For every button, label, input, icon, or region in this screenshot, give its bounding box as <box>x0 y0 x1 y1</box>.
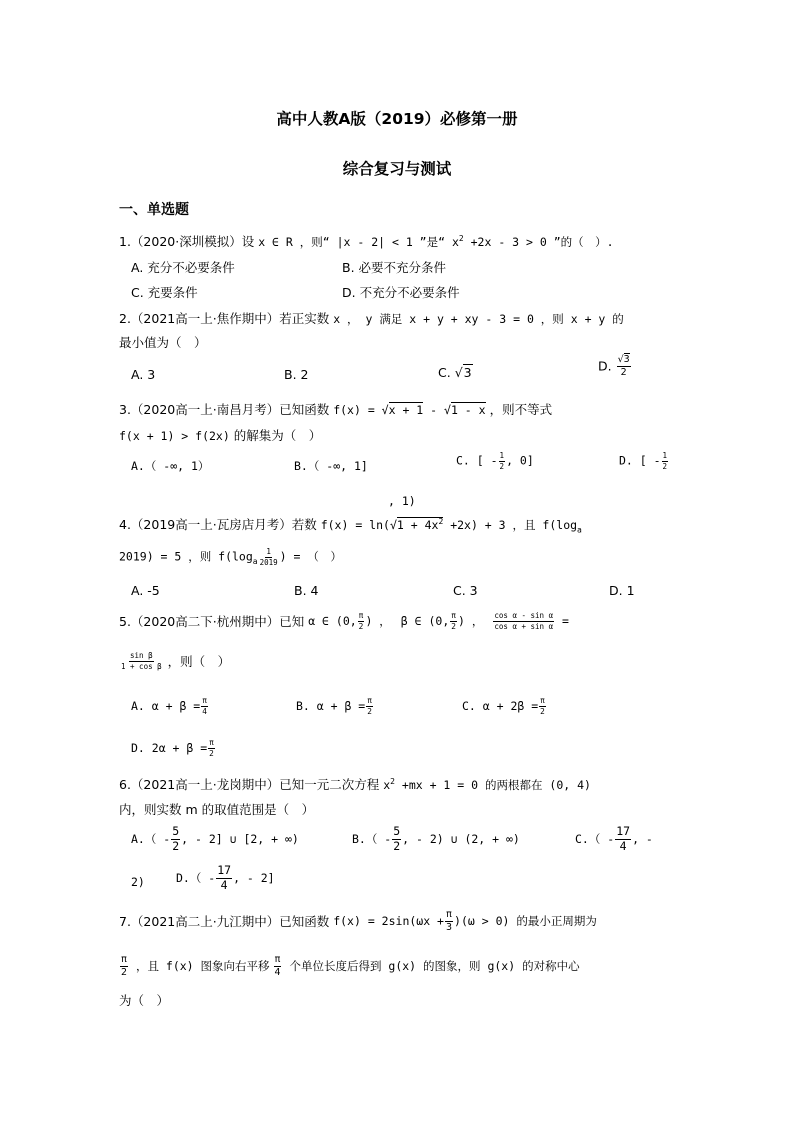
question-5-stem: 5.（2020高二下·杭州期中）已知 α ∈ (0, $\frac{\pi}{2}$ ) ， β ∈ (0, $\frac{\pi}{2}$ ) ， $\frac{\text{cos α - sin α}}{\text{cos α + sin α}}$ = <box>119 611 569 631</box>
q4-stem-line2: 2019) = 5 ，则 $f(\log_a$ $\frac{1}{2019}$ ) = （ ） <box>119 547 342 567</box>
sqrt-symbol: √3 <box>454 365 472 380</box>
q3-math: f(x) = √x + 1 - √1 - x <box>333 403 486 417</box>
q6-option-c[interactable]: C.（ - $\frac{17}{4}$ , - <box>575 824 653 853</box>
q4-option-c[interactable]: C. 3 <box>453 583 478 598</box>
question-1-stem <box>119 232 614 250</box>
q2-stem-line2: 最小值为（ ） <box>119 335 207 350</box>
q2-option-a[interactable]: A. 3 <box>131 367 156 382</box>
q3-stem-line2: f(x + 1) > f(2x) 的解集为（ ） <box>119 428 322 443</box>
question-2-stem <box>119 309 624 327</box>
q4-source: 4.（2019高一上·瓦房店月考）若数 <box>119 517 317 532</box>
q3-option-d-continued: , 1) <box>388 494 416 508</box>
q4-option-b[interactable]: B. 4 <box>294 583 319 598</box>
q5-source: 5.（2020高二下·杭州期中）已知 <box>119 614 305 629</box>
q1-option-d[interactable]: D. 不充分不必要条件 <box>342 285 460 300</box>
q1-option-c[interactable]: C. 充要条件 <box>131 285 198 300</box>
question-6-stem <box>119 775 591 793</box>
q3-option-b[interactable]: B.（ -∞, 1] <box>294 459 368 473</box>
q4-math: $f(x) = \ln(√1 + 4x^2 +2x) + 3$ ，且 $f(\log_a$ <box>320 517 582 535</box>
section-heading: 一、单选题 <box>119 202 189 218</box>
q6-source: 6.（2021高一上·龙岗期中）已知一元二次方程 <box>119 777 380 792</box>
q6-stem-line2: 内，则实数 m 的取值范围是（ ） <box>119 802 315 817</box>
q4-option-a[interactable]: A. -5 <box>131 583 160 598</box>
q2-option-c[interactable]: C. √3 <box>438 365 472 380</box>
q6-option-a[interactable]: A.（ - $\frac{5}{2}$ , - 2] ∪ [2, + ∞) <box>131 824 299 853</box>
q6-option-d[interactable]: D.（ - $\frac{17}{4}$ , - 2] <box>176 863 275 892</box>
q7-source: 7.（2021高二上·九江期中）已知函数 <box>119 914 330 929</box>
q6-math: $x^2 +mx + 1 = 0$ 的两根都在 (0, 4) <box>383 777 591 792</box>
q3-source: 3.（2020高一上·南昌月考）已知函数 <box>119 402 330 417</box>
q3-option-c[interactable]: C. [ - $\frac{1}{2}$ , 0] <box>456 451 534 471</box>
q5-stem-line2: $\frac{\text{sin β}}{\text{1 + cos β}}$ ，则（ ） <box>121 651 231 671</box>
q2-d-fraction: $\frac{√3}{2}$ <box>617 354 630 378</box>
q2-source: 2.（2021高一上·焦作期中）若正实数 <box>119 311 330 326</box>
q6-option-c-continued: 2) <box>131 875 145 889</box>
q5-option-d[interactable]: D. 2α + β = $\frac{\pi}{2}$ <box>131 738 214 758</box>
question-7-stem: 7.（2021高二上·九江期中）已知函数 f(x) = 2sin(ωx + $\frac{\pi}{3}$ )(ω > 0) 的最小正周期为 <box>119 909 597 933</box>
q1-math: x ∈ R ，则“ |x - 2| < 1 ”是“ $x^2 +2x - 3 > 0$ ”的（ ）. <box>258 234 614 249</box>
q7-stem-line3: 为（ ） <box>119 993 170 1008</box>
q5-option-a[interactable]: A. α + β = $\frac{\pi}{4}$ <box>131 696 208 716</box>
q2-option-d[interactable]: D. $\frac{√3}{2}$ <box>598 354 630 378</box>
q1-option-a[interactable]: A. 充分不必要条件 <box>131 260 235 275</box>
document-title: 高中人教A版（2019）必修第一册 <box>276 110 518 128</box>
q3-tail: ，则不等式 <box>489 402 553 417</box>
question-4-stem <box>119 515 582 534</box>
q6-option-b[interactable]: B.（ - $\frac{5}{2}$ , - 2) ∪ (2, + ∞) <box>352 824 520 853</box>
q4-option-d[interactable]: D. 1 <box>609 583 635 598</box>
q7-stem-line2: $\frac{\pi}{2}$ ，且 f(x) 图象向右平移 $\frac{\pi}{4}$ 个单位长度后得到 g(x) 的图象，则 g(x) 的对称中心 <box>121 954 580 978</box>
q2-math: x ， y 满足 x + y + xy - 3 = 0 ，则 x + y 的 <box>333 312 624 326</box>
q1-source: 1.（2020·深圳模拟）设 <box>119 234 255 249</box>
q3-option-a[interactable]: A.（ -∞, 1） <box>131 459 210 473</box>
q5-option-b[interactable]: B. α + β = $\frac{\pi}{2}$ <box>296 696 373 716</box>
q5-option-c[interactable]: C. α + 2β = $\frac{\pi}{2}$ <box>462 696 545 716</box>
q1-option-b[interactable]: B. 必要不充分条件 <box>342 260 447 275</box>
question-3-stem <box>119 400 552 418</box>
document-subtitle: 综合复习与测试 <box>342 160 452 178</box>
q3-option-d[interactable]: D. [ - $\frac{1}{2}$ <box>619 451 668 471</box>
q2-option-b[interactable]: B. 2 <box>284 367 309 382</box>
